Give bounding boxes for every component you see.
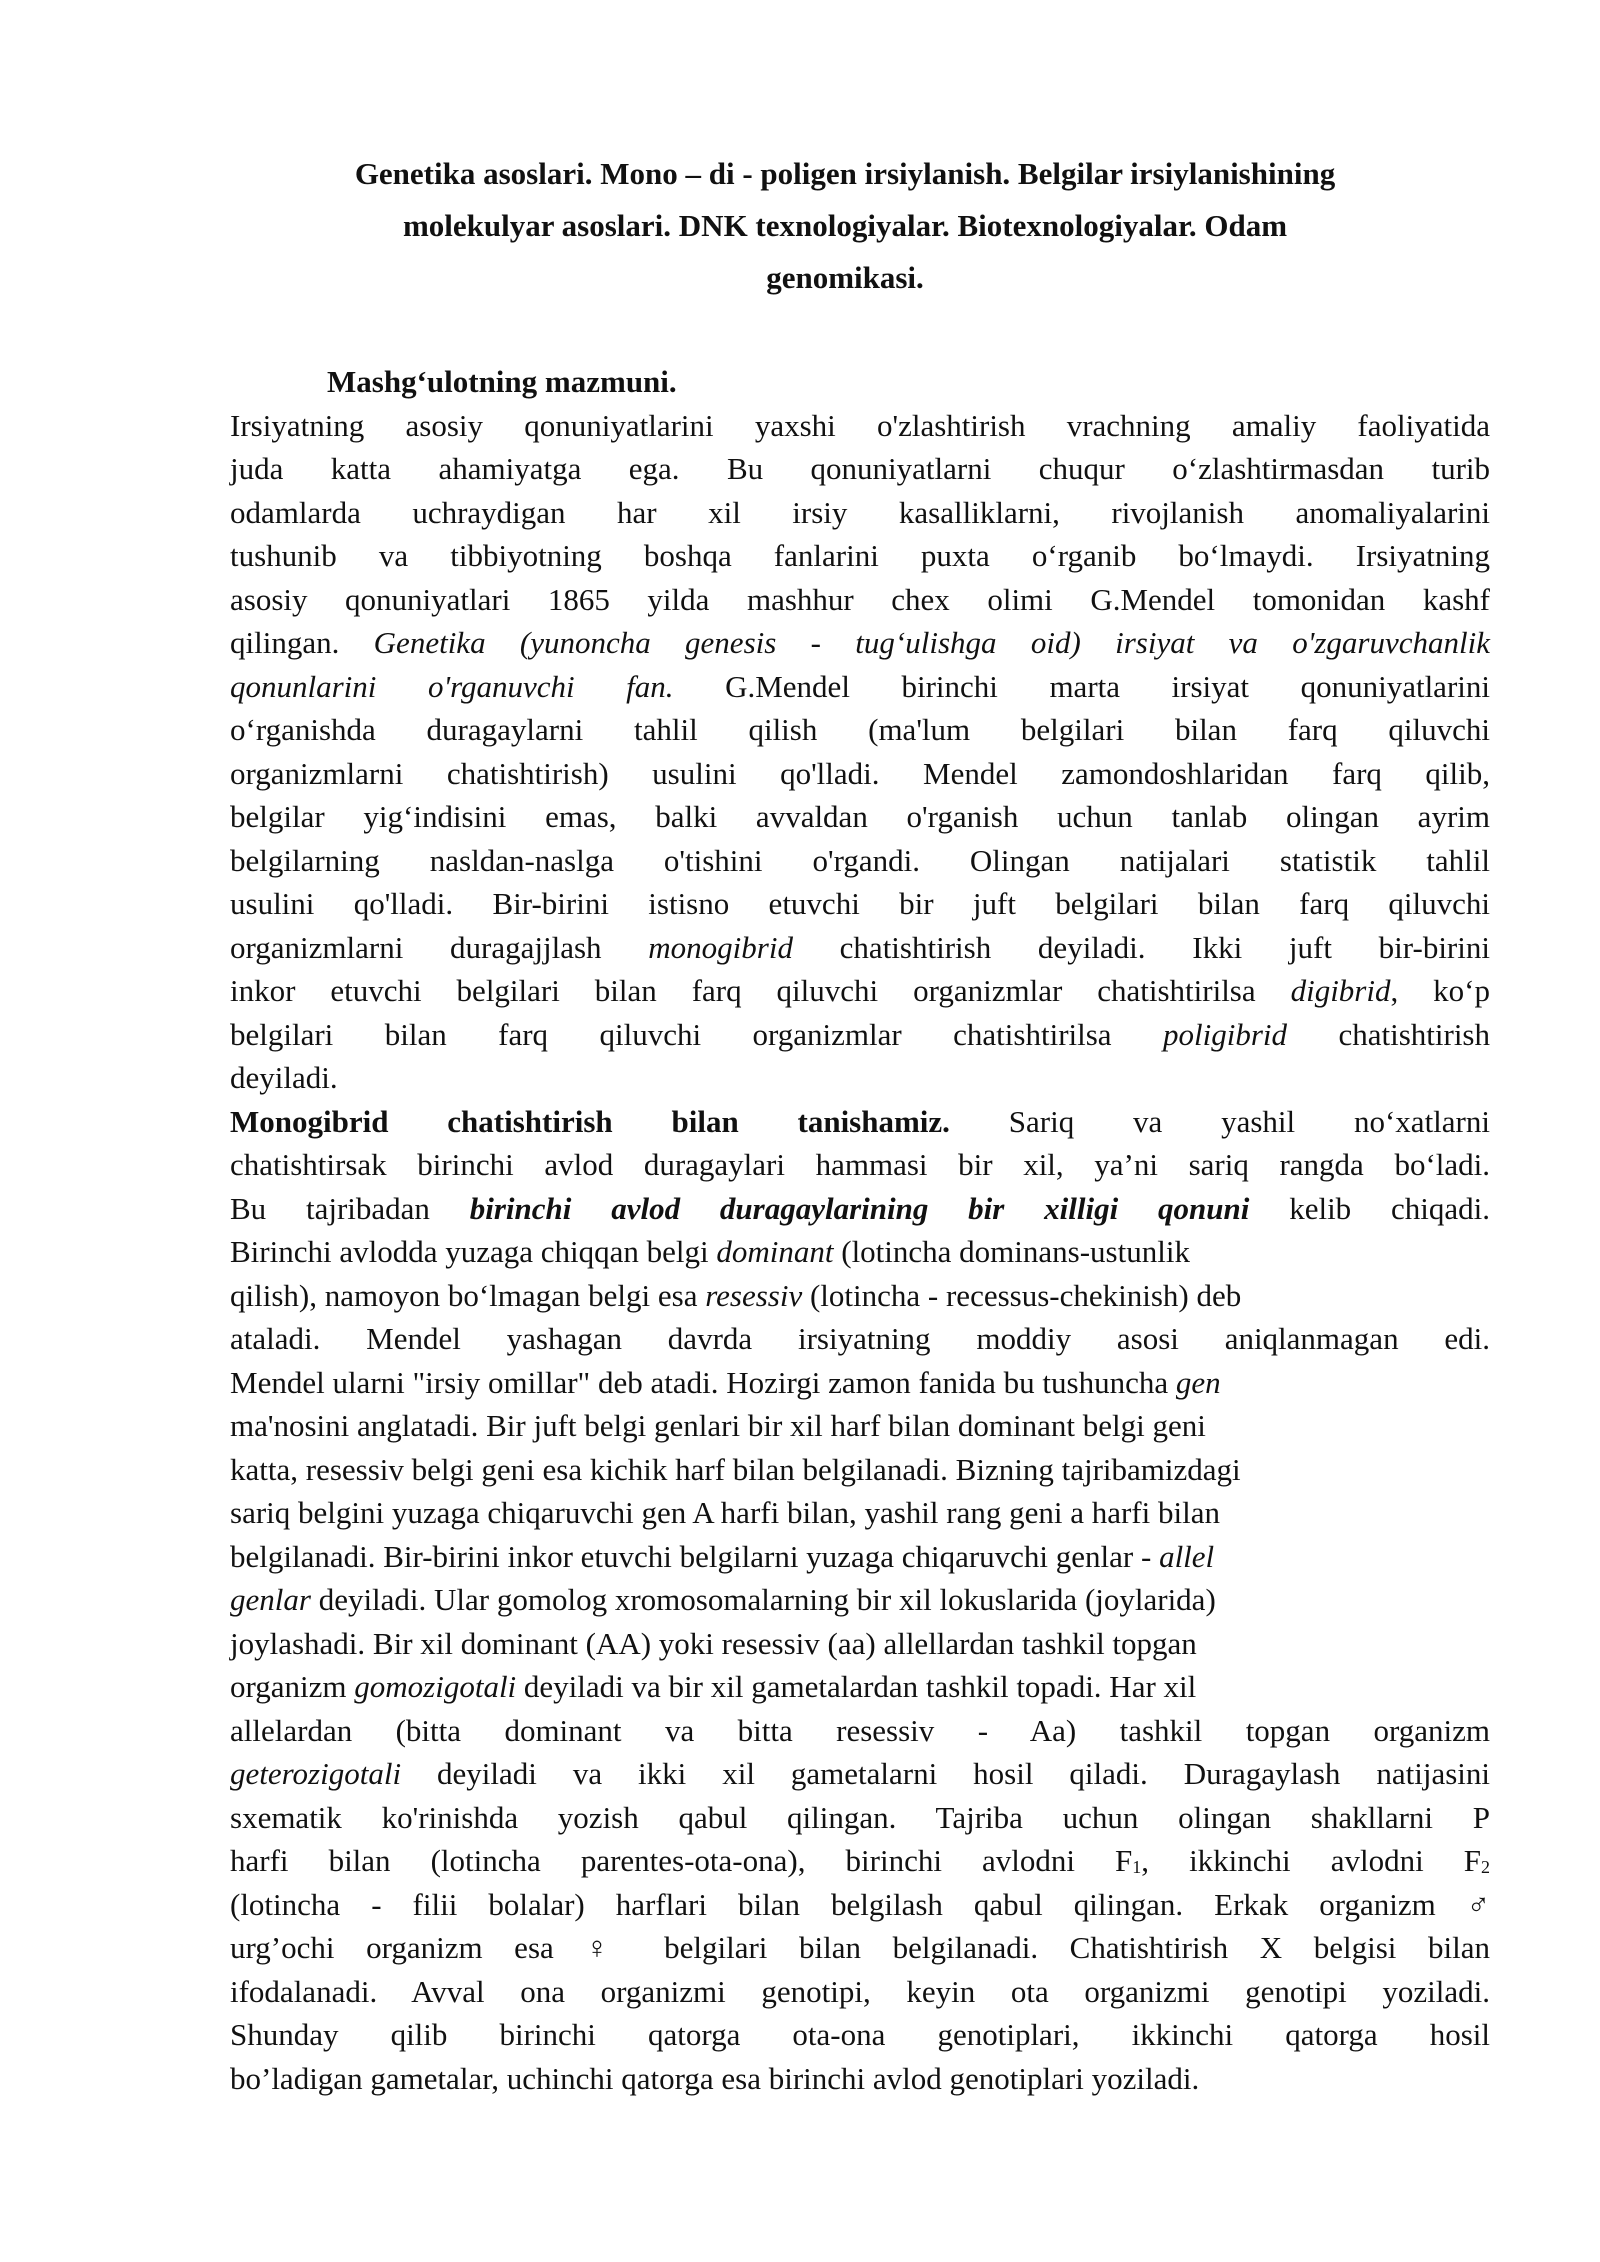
document-page bbox=[230, 0, 1490, 2100]
text-line: (lotincha - filii bolalar) harflari bilan belgilash qabul qilingan. Erkak organizm ♂ bbox=[230, 1886, 1490, 1922]
text-line: Irsiyatning asosiy qonuniyatlarini yaxshi o'zlashtirish vrachning amaliy faoliyatida bbox=[230, 407, 1490, 443]
text-line: odamlarda uchraydigan har xil irsiy kasalliklarni, rivojlanish anomaliyalarini bbox=[230, 494, 1490, 530]
text-line: Mendel ularni "irsiy omillar" deb atadi. Hozirgi zamon fanida bu tushuncha gen bbox=[230, 1364, 1221, 1400]
text-line: urg’ochi organizm esa ♀ belgilari bilan belgilanadi. Chatishtirish X belgisi bilan bbox=[230, 1930, 1490, 1965]
page-title bbox=[230, 148, 1490, 304]
text-line: ifodalanadi. Avval ona organizmi genotipi, keyin ota organizmi genotipi yoziladi. bbox=[230, 1973, 1490, 2009]
text-line: belgilari bilan farq qiluvchi organizmlar chatishtirilsa poligibrid chatishtirish bbox=[230, 1016, 1491, 1052]
text-line: organizm gomozigotali deyiladi va bir xil gametalardan tashkil topadi. Har xil bbox=[230, 1669, 1197, 1704]
text-line: organizmlarni chatishtirish) usulini qo'lladi. Mendel zamondoshlaridan farq qilib, bbox=[230, 755, 1490, 791]
text-line: tushunib va tibbiyotning boshqa fanlarini puxta o‘rganib bo‘lmaydi. Irsiyatning bbox=[230, 538, 1490, 573]
term-gomozigotali: gomozigotali bbox=[354, 1669, 517, 1704]
subscript-1: 1 bbox=[1132, 1857, 1142, 1877]
text-line: ma'nosini anglatadi. Bir juft belgi genlari bir xil harf bilan dominant belgi geni bbox=[230, 1408, 1206, 1443]
text-line: katta, resessiv belgi geni esa kichik harf bilan belgilanadi. Bizning tajribamizdagi bbox=[230, 1451, 1241, 1487]
term-resessiv: resessiv bbox=[705, 1277, 803, 1313]
text-line: Birinchi avlodda yuzaga chiqqan belgi dominant (lotincha dominans-ustunlik bbox=[230, 1234, 1190, 1269]
text-line: harfi bilan (lotincha parentes-ota-ona), birinchi avlodni $F_1$, ikkinchi avlodni $F_2$ bbox=[230, 1843, 1490, 1878]
text-line: ataladi. Mendel yashagan davrda irsiyatning moddiy asosi aniqlanmagan edi. bbox=[230, 1321, 1490, 1356]
text-line: geterozigotali deyiladi va ikki xil gametalarni hosil qiladi. Duragaylash natijasini bbox=[230, 1756, 1490, 1791]
term-poligibrid: poligibrid bbox=[1163, 1016, 1288, 1052]
text-line: juda katta ahamiyatga ega. Bu qonuniyatlarni chuqur o‘zlashtirmasdan turib bbox=[230, 451, 1490, 486]
text-line: qilish), namoyon bo‘lmagan belgi esa resessiv (lotincha - recessus-chekinish) deb bbox=[230, 1277, 1242, 1313]
text-line: belgilarning nasldan-naslga o'tishini o'rgandi. Olingan natijalari statistik tahlil bbox=[230, 842, 1490, 878]
text-line: bo’ladigan gametalar, uchinchi qatorga esa birinchi avlod genotiplari yoziladi. bbox=[230, 2060, 1200, 2096]
section-heading: Mashg‘ulotning mazmuni. bbox=[327, 364, 677, 399]
text-line: belgilar yig‘indisini emas, balki avvaldan o'rganish uchun tanlab olingan ayrim bbox=[230, 799, 1490, 834]
text-line: deyiladi. bbox=[230, 1060, 338, 1095]
text-line: Shunday qilib birinchi qatorga ota-ona genotiplari, ikkinchi qatorga hosil bbox=[230, 2017, 1490, 2052]
paragraph-monohybrid bbox=[230, 1100, 1490, 2101]
genetics-definition: Genetika (yunoncha genesis - tug‘ulishga oid) irsiyat va o'zgaruvchanlik bbox=[373, 625, 1490, 660]
text-line: asosiy qonuniyatlari 1865 yilda mashhur chex olimi G.Mendel tomonidan kashf bbox=[230, 581, 1490, 617]
text-line: allelardan (bitta dominant va bitta resessiv - Aa) tashkil topgan organizm bbox=[230, 1712, 1490, 1748]
text-line: usulini qo'lladi. Bir-birini istisno etuvchi bir juft belgilari bilan farq qiluvchi bbox=[230, 886, 1490, 921]
text-line: joylashadi. Bir xil dominant (AA) yoki resessiv (aa) allellardan tashkil topgan bbox=[230, 1625, 1197, 1661]
text-line: organizmlarni duragajjlash monogibrid chatishtirish deyiladi. Ikki juft bir-birini bbox=[230, 929, 1490, 965]
text-line: belgilanadi. Bir-birini inkor etuvchi belgilarni yuzaga chiqaruvchi genlar - allel bbox=[230, 1538, 1215, 1574]
title-line: genomikasi. bbox=[766, 260, 924, 295]
paragraph-intro bbox=[230, 404, 1490, 1100]
term-monogibrid: monogibrid bbox=[648, 929, 793, 965]
term-digibrid: digibrid bbox=[1290, 973, 1391, 1008]
text-line: Bu tajribadan birinchi avlod duragaylarining bir xilligi qonuni kelib chiqadi. bbox=[230, 1190, 1490, 1226]
text-line: chatishtirsak birinchi avlod duragaylari hammasi bir xil, ya’ni sariq rangda bo‘ladi. bbox=[230, 1147, 1490, 1182]
text-line: Monogibrid chatishtirish bilan tanishamiz. Sariq va yashil no‘xatlarni bbox=[230, 1103, 1490, 1139]
text-line: sxematik ko'rinishda yozish qabul qilingan. Tajriba uchun olingan shakllarni P bbox=[230, 1799, 1490, 1835]
law-name: birinchi avlod duragaylarining bir xilligi qonuni bbox=[469, 1190, 1250, 1226]
paragraph-lead-heading: Monogibrid chatishtirish bilan tanishamiz. bbox=[230, 1103, 950, 1139]
title-line: Genetika asoslari. Mono – di - poligen irsiylanish. Belgilar irsiylanishining bbox=[354, 156, 1336, 191]
body-text bbox=[230, 404, 1490, 2101]
text-line: genlar deyiladi. Ular gomolog xromosomalarning bir xil lokuslarida (joylarida) bbox=[230, 1582, 1216, 1617]
title-line: molekulyar asoslari. DNK texnologiyalar. Biotexnologiyalar. Odam bbox=[402, 208, 1288, 243]
term-geterozigotali: geterozigotali bbox=[230, 1756, 402, 1791]
text-line: o‘rganishda duragaylarni tahlil qilish (ma'lum belgilari bilan farq qiluvchi bbox=[230, 712, 1490, 747]
text-line: qilingan. Genetika (yunoncha genesis - tug‘ulishga oid) irsiyat va o'zgaruvchanlik bbox=[230, 625, 1490, 660]
genetics-definition: qonunlarini o'rganuvchi fan. bbox=[230, 668, 674, 704]
text-line: sariq belgini yuzaga chiqaruvchi gen A harfi bilan, yashil rang geni a harfi bilan bbox=[230, 1495, 1220, 1530]
term-allel: genlar bbox=[230, 1582, 311, 1617]
text-line: inkor etuvchi belgilari bilan farq qiluvchi organizmlar chatishtirilsa digibrid, ko‘p bbox=[230, 973, 1490, 1008]
subscript-2: 2 bbox=[1481, 1857, 1490, 1877]
text-line: qonunlarini o'rganuvchi fan. G.Mendel birinchi marta irsiyat qonuniyatlarini bbox=[230, 668, 1490, 704]
term-dominant: dominant bbox=[716, 1234, 834, 1269]
term-gen: gen bbox=[1175, 1364, 1221, 1400]
term-allel: allel bbox=[1159, 1538, 1215, 1574]
